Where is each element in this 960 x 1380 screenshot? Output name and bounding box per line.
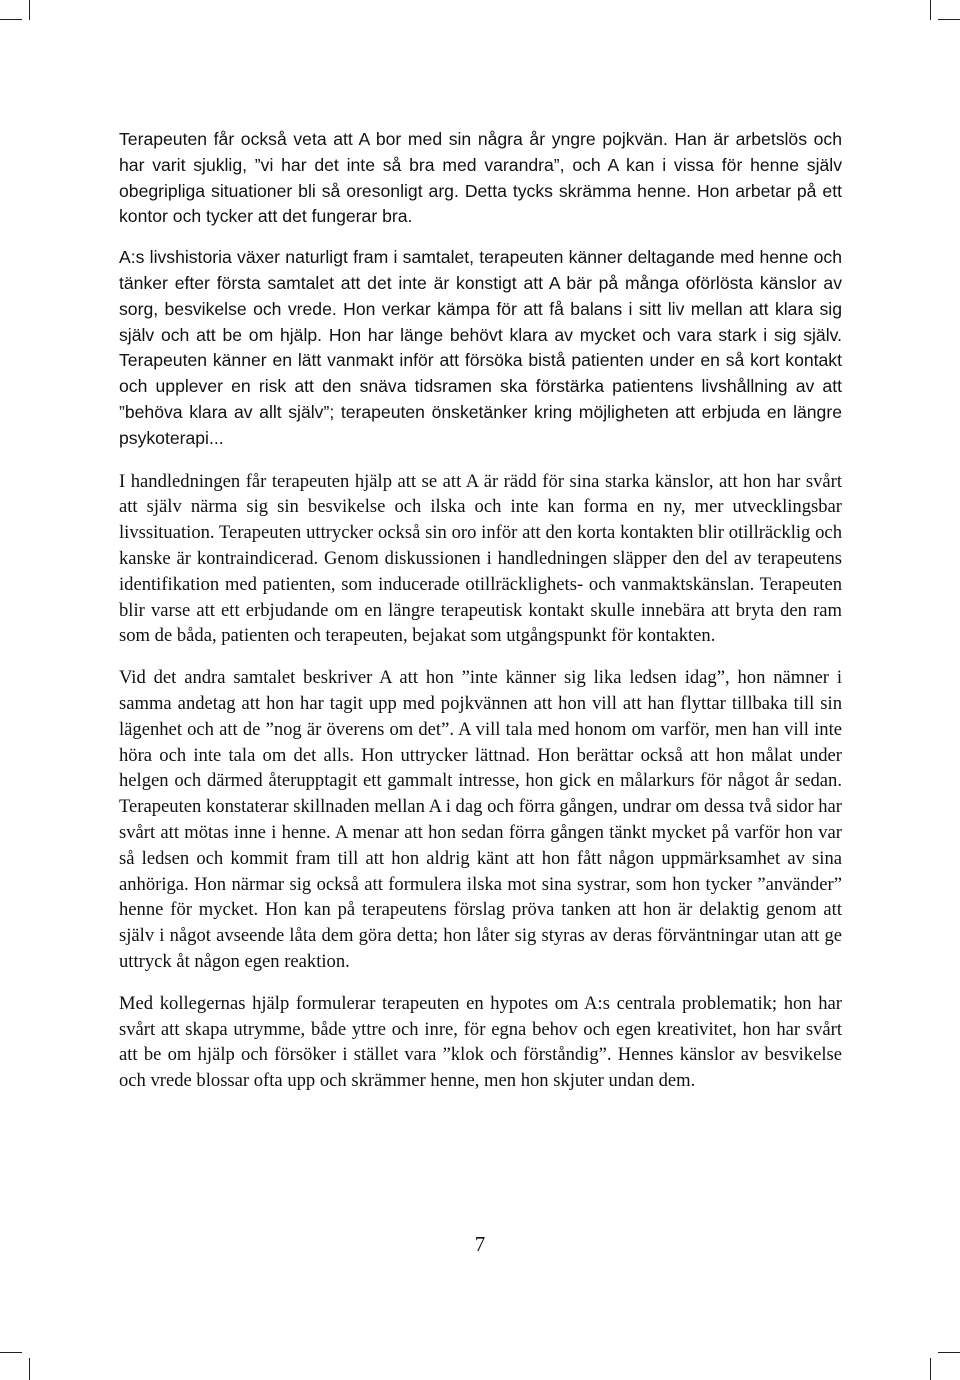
crop-mark-bottom-left-horizontal (0, 1352, 22, 1353)
document-page (119, 127, 842, 1109)
crop-mark-bottom-right-horizontal (938, 1352, 960, 1353)
crop-mark-bottom-right-vertical (930, 1358, 931, 1380)
paragraph-3: I handledningen får terapeuten hjälp att se att A är rädd för sina starka känslor, att hon har svårt att själv närma sig sin besvikelse och ilska och inte kan forma en ny, mer utvecklingsbar livssituation. Terapeuten uttrycker också sin oro inför att den korta kontakten blir otillräcklig och kanske är kontraindicerad. Genom diskussionen i handledningen släpper den del av terapeutens identifikation med patienten, som inducerade otillräcklighets- och vanmaktskänslan. Terapeuten blir varse att ett erbjudande om en längre terapeutisk kontakt skulle innebära att bryta den ram som de båda, patienten och terapeuten, bejakat som utgångspunkt för kontakten. (119, 470, 842, 647)
crop-mark-bottom-left-vertical (29, 1358, 30, 1380)
paragraph-2 (119, 245, 842, 451)
crop-mark-top-left-vertical (29, 0, 30, 20)
crop-mark-top-right-vertical (930, 0, 931, 20)
page-number: 7 (474, 1232, 486, 1256)
paragraph-1: Terapeuten får också veta att A bor med sin några år yngre pojkvän. Han är arbetslös och har varit sjuklig, ”vi har det inte så bra med varandra”, och A kan i vissa för henne själv obegripliga situationer bli så oresonligt arg. Detta tycks skrämma henne. Hon arbetar på ett kontor och tycker att det fungerar bra. (119, 129, 842, 227)
paragraph-2-text: A:s livshistoria växer naturligt fram i samtalet, terapeuten känner deltagande med henne och tänker efter första samtalet att det inte är konstigt att A bär på många oförlösta känslor av sorg, besvikelse och vrede. Hon verkar kämpa för att få balans i sitt liv mellan att klara sig själv och att be om hjälp. Hon har länge behövt klara av mycket och vara stark i sig själv. Terapeuten känner en lätt vanmakt inför att försöka bistå patienten under en så kort kontakt och upplever en risk att den snäva tidsramen ska förstärka patientens livshållning av att ”behöva klara av allt själv”; terapeuten önsketänker kring möjligheten att erbjuda en längre psykoterapi... (119, 247, 842, 448)
crop-mark-top-left-horizontal (0, 19, 22, 20)
paragraph-4: Vid det andra samtalet beskriver A att hon ”inte känner sig lika ledsen idag”, hon nämner i samma andetag att hon har tagit upp med pojkvännen att hon vill att han flyttar tillbaka till sin lägenhet och att de ”nog är överens om det”. A vill tala med honom om varför, men han vill inte höra och inte tala om det alls. Hon uttrycker lättnad. Hon berättar också att hon målat under helgen och därmed återupptagit ett gammalt intresse, hon gick en målarkurs för något år sedan. Terapeuten konstaterar skillnaden mellan A i dag och förra gången, undrar om dessa två sidor har svårt att mötas inne i henne. A menar att hon sedan förra gången tänkt mycket på varför hon var så ledsen och kommit fram till att hon aldrig känt att hon fått någon uppmärksamhet av sina anhöriga. Hon närmar sig också att formulera ilska mot sina systrar, som hon tycker ”använder” henne för mycket. Hon kan på terapeutens förslag pröva tanken att hon är delaktig genom att själv i något avseende låta dem göra detta; hon låter sig styras av deras förväntningar utan att ge uttryck åt någon egen reaktion. (119, 667, 842, 972)
crop-mark-top-right-horizontal (938, 19, 960, 20)
paragraph-5: Med kollegernas hjälp formulerar terapeuten en hypotes om A:s centrala problematik; hon har svårt att skapa utrymme, både yttre och inre, för egna behov och egen kreativitet, hon har svårt att be om hjälp och försöker i stället vara ”klok och förståndig”. Hennes känslor av besvikelse och vrede blossar ofta upp och skrämmer henne, men hon skjuter undan dem. (119, 992, 842, 1092)
